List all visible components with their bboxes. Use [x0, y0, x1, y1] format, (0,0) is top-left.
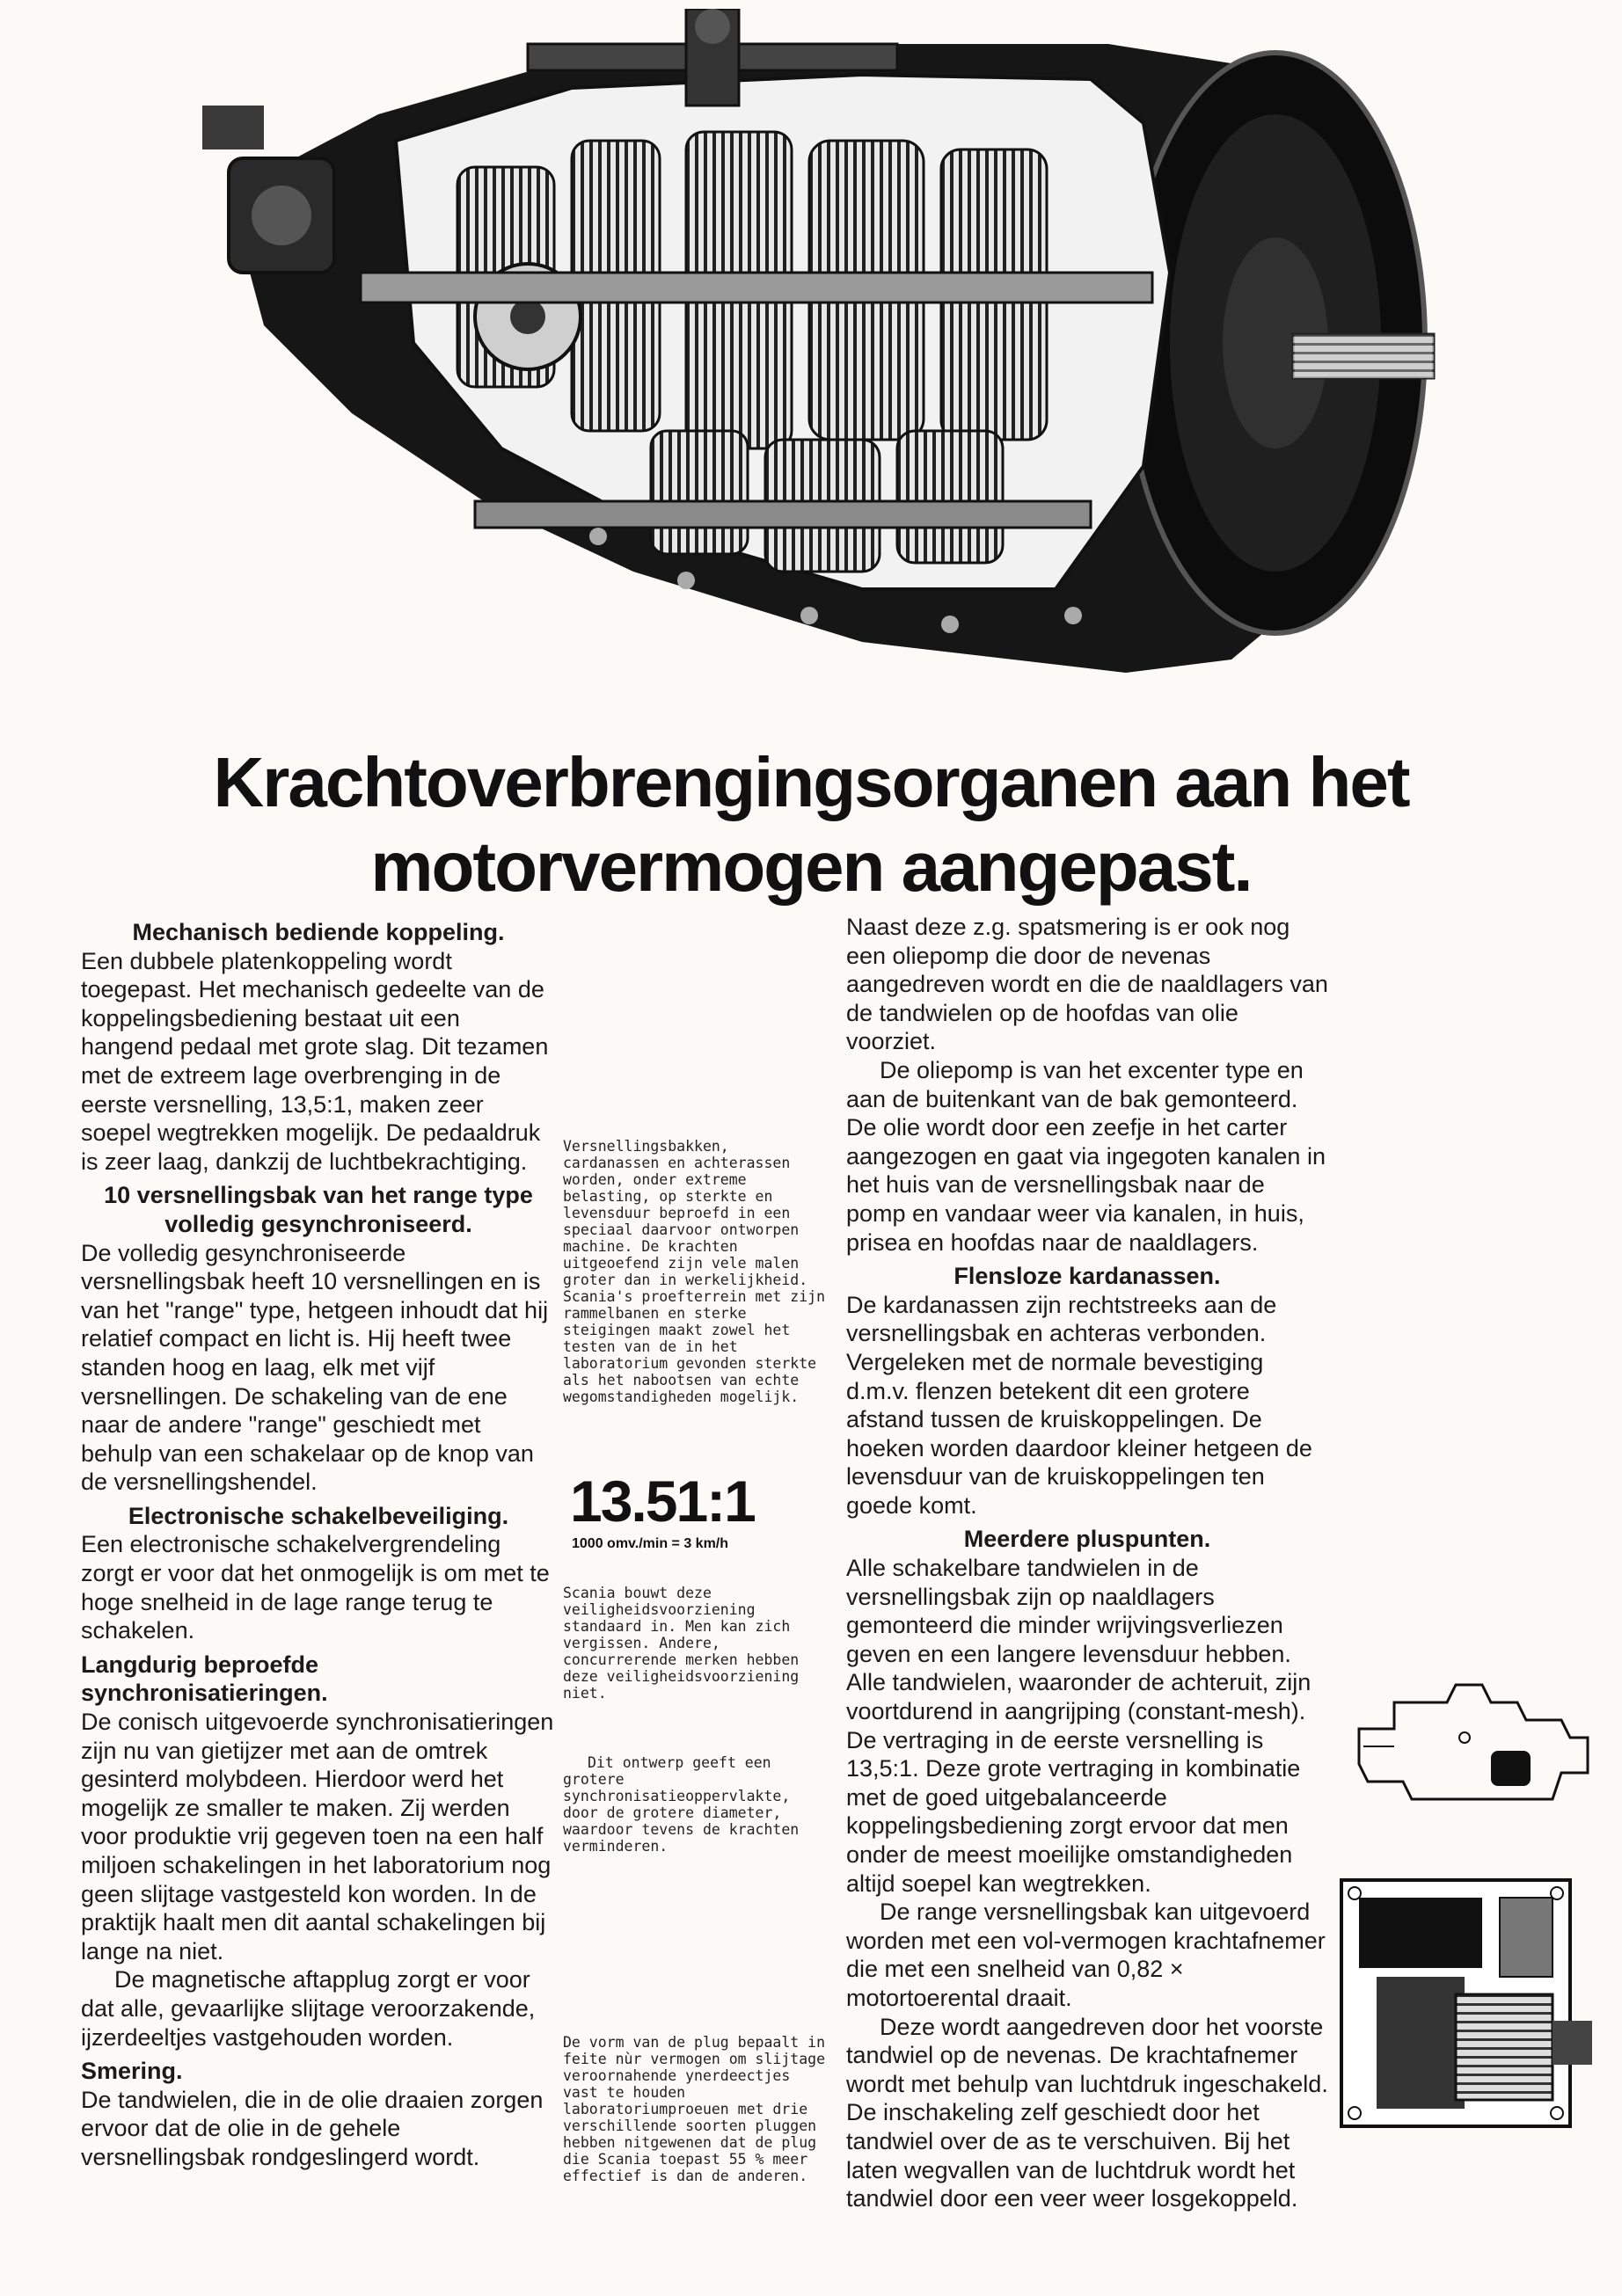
power-takeoff-section-diagram — [1324, 1862, 1596, 2144]
paragraph-versnellingsbak: De volledig gesynchroniseerde versnellingsbak heeft 10 versnellingen en is van het "range" type, hetgeen inhoudt dat hij relatief compact en licht is. Hij heeft twee standen hoog en laag, elk met vijf versnellingen. De schakeling van de ene naar de andere "range" geschiedt met behulp van een schakelaar op de knop van de versnellingshendel. — [81, 1239, 549, 1496]
page-title — [0, 740, 1622, 909]
right-text-column — [846, 913, 1328, 2213]
paragraph-range-krachtafnemer: De range versnellingsbak kan uitgevoerd worden met een vol-vermogen krachtafnemer die met een snelheid van 0,82 × motortoerental draait. — [846, 1899, 1326, 2011]
caption-veiligheidsvoorziening: Scania bouwt deze veiligheidsvoorziening standaard in. Men kan zich vergissen. Andere, concurrerende merken hebben deze veiligheidsvoorziening niet. — [563, 1584, 800, 1702]
heading-smering: Smering. — [81, 2058, 183, 2085]
paragraph-kardanassen: De kardanassen zijn rechtstreeks aan de versnellingsbak en achteras verbonden. Vergeleken met de normale bevestiging d.m.v. flenzen betekent dit een grotere afstand tussen de kruiskoppelingen. De hoeken worden daardoor kleiner hetgeen de levensduur van de kruiskoppelingen ten goede komt. — [846, 1291, 1312, 1519]
paragraph-koppeling: Een dubbele platenkoppeling wordt toegepast. Het mechanisch gedeelte van de koppelingsbediening bestaat uit een hangend pedaal met grote slag. Dit tezamen met de extreem lage overbrenging in de eerste versnelling, 13,5:1, maken zeer soepel wegtrekken mogelijk. De pedaaldruk is zeer laag, dankzij de luchtbekrachtiging. — [81, 947, 549, 1175]
title-line-1: Krachtoverbrengingsorganen aan het — [213, 742, 1409, 821]
heading-kardanassen: Flensloze kardanassen. — [953, 1263, 1221, 1290]
paragraph-spatsmering: Naast deze z.g. spatsmering is er ook nog een oliepomp die door de nevenas aangedreven wordt en die de naaldlagers van de tandwielen op de hoofdas van olie voorziet. — [846, 914, 1328, 1055]
paragraph-pluspunten: Alle schakelbare tandwielen in de versnellingsbak zijn op naaldlagers gemonteerd die minder wrijvingsverliezen geven en een langere levensduur hebben. Alle tandwielen, waaronder de achteruit, zijn voortdurend in aangrijping (constant-mesh). De vertraging in de eerste versnelling is 13,5:1. Deze grote vertraging in kombinatie met de goed uitgebalanceerde koppelingsbediening zorgt ervoor dat men onder de meest moeilijke omstandigheden altijd soepel kan wegtrekken. — [846, 1555, 1311, 1897]
heading-synchronisatieringen: Langdurig beproefde synchronisatieringen. — [81, 1651, 328, 1707]
paragraph-aandrijving: Deze wordt aangedreven door het voorste tandwiel op de nevenas. De krachtafnemer wordt met behulp van luchtdruk ingeschakeld. De inschakeling zelf geschiedt door het tandwiel over de as te verschuiven. Bij het laten wegvallen van de luchtdruk wordt het tandwiel door een veer weer losgekoppeld. — [846, 2013, 1328, 2212]
gear-ratio: 13.51:1 — [570, 1469, 755, 1534]
caption-proefterrein: Versnellingsbakken, cardanassen en achterassen worden, onder extreme belasting, op sterkte en levensduur beproefd in een speciaal daarvoor ontworpen machine. De krachten uitgeoefend zijn vele malen groter dan in werkelijkheid. Scania's proefterrein met zijn rammelbanen en sterke steigingen maakt zowel het testen van de in het laboratorium gevonden sterkte als het nabootsen van echte wegomstandigheden mogelijk. — [563, 1137, 826, 1405]
paragraph-schakelbeveiliging: Een electronische schakelvergrendeling zorgt er voor dat het onmogelijk is om met te hoge snelheid in de lage range terug te schakelen. — [81, 1531, 550, 1644]
gearbox-cutaway-illustration — [194, 9, 1443, 677]
title-line-2: motorvermogen aangepast. — [370, 827, 1252, 906]
paragraph-oliepomp: De oliepomp is van het excenter type en aan de buitenkant van de bak gemonteerd. De olie wordt door een zeefje in het carter aangezogen en gaat via ingegoten kanalen in het huis van de versnellingsbak naar de pomp en vandaar weer via kanalen, in huis, prisea en hoofdas naar de naaldlagers. — [846, 1056, 1326, 1256]
gearbox-outline-diagram — [1341, 1676, 1596, 1808]
paragraph-aftapplug: De magnetische aftapplug zorgt er voor dat alle, gevaarlijke slijtage veroorzakende, ijzerdeeltjes vastgehouden worden. — [81, 1966, 536, 2051]
paragraph-smering: De tandwielen, die in de olie draaien zorgen ervoor dat de olie in de gehele versnellingsbak rondgeslingerd wordt. — [81, 2086, 544, 2170]
heading-pluspunten: Meerdere pluspunten. — [963, 1526, 1211, 1553]
heading-versnellingsbak: 10 versnellingsbak van het range type volledig gesynchroniseerd. — [104, 1182, 533, 1237]
caption-ontwerp: Dit ontwerp geeft een grotere synchronisatieoppervlakte, door de grotere diameter, waardoor tevens de krachten verminderen. — [563, 1753, 800, 1855]
caption-plug: De vorm van de plug bepaalt in feite nùr vermogen om slijtage veroornahende ynerdeectjes vast te houden laboratoriumproeuen met drie verschillende soorten pluggen hebben nitgewenen dat de plug die Scania toepast 55 % meer effectief is dan de anderen. — [563, 2033, 826, 2184]
paragraph-synchronisatieringen: De conisch uitgevoerde synchronisatieringen zijn nu van gietijzer met aan de omtrek gesinterd molybdeen. Hierdoor werd het mogelijk ze smaller te maken. Zij werden voor produktie vrij gegeven toen na een half miljoen schakelingen in het laboratorium nog geen slijtage vastgesteld kon worden. In de praktijk haalt men dit aantal schakelingen bij lange na niet. — [81, 1709, 554, 1964]
left-text-column — [81, 913, 556, 2172]
gear-ratio-subtitle: 1000 omv./min = 3 km/h — [572, 1536, 729, 1551]
heading-koppeling: Mechanisch bediende koppeling. — [132, 919, 505, 945]
heading-schakelbeveiliging: Electronische schakelbeveiliging. — [128, 1502, 509, 1529]
